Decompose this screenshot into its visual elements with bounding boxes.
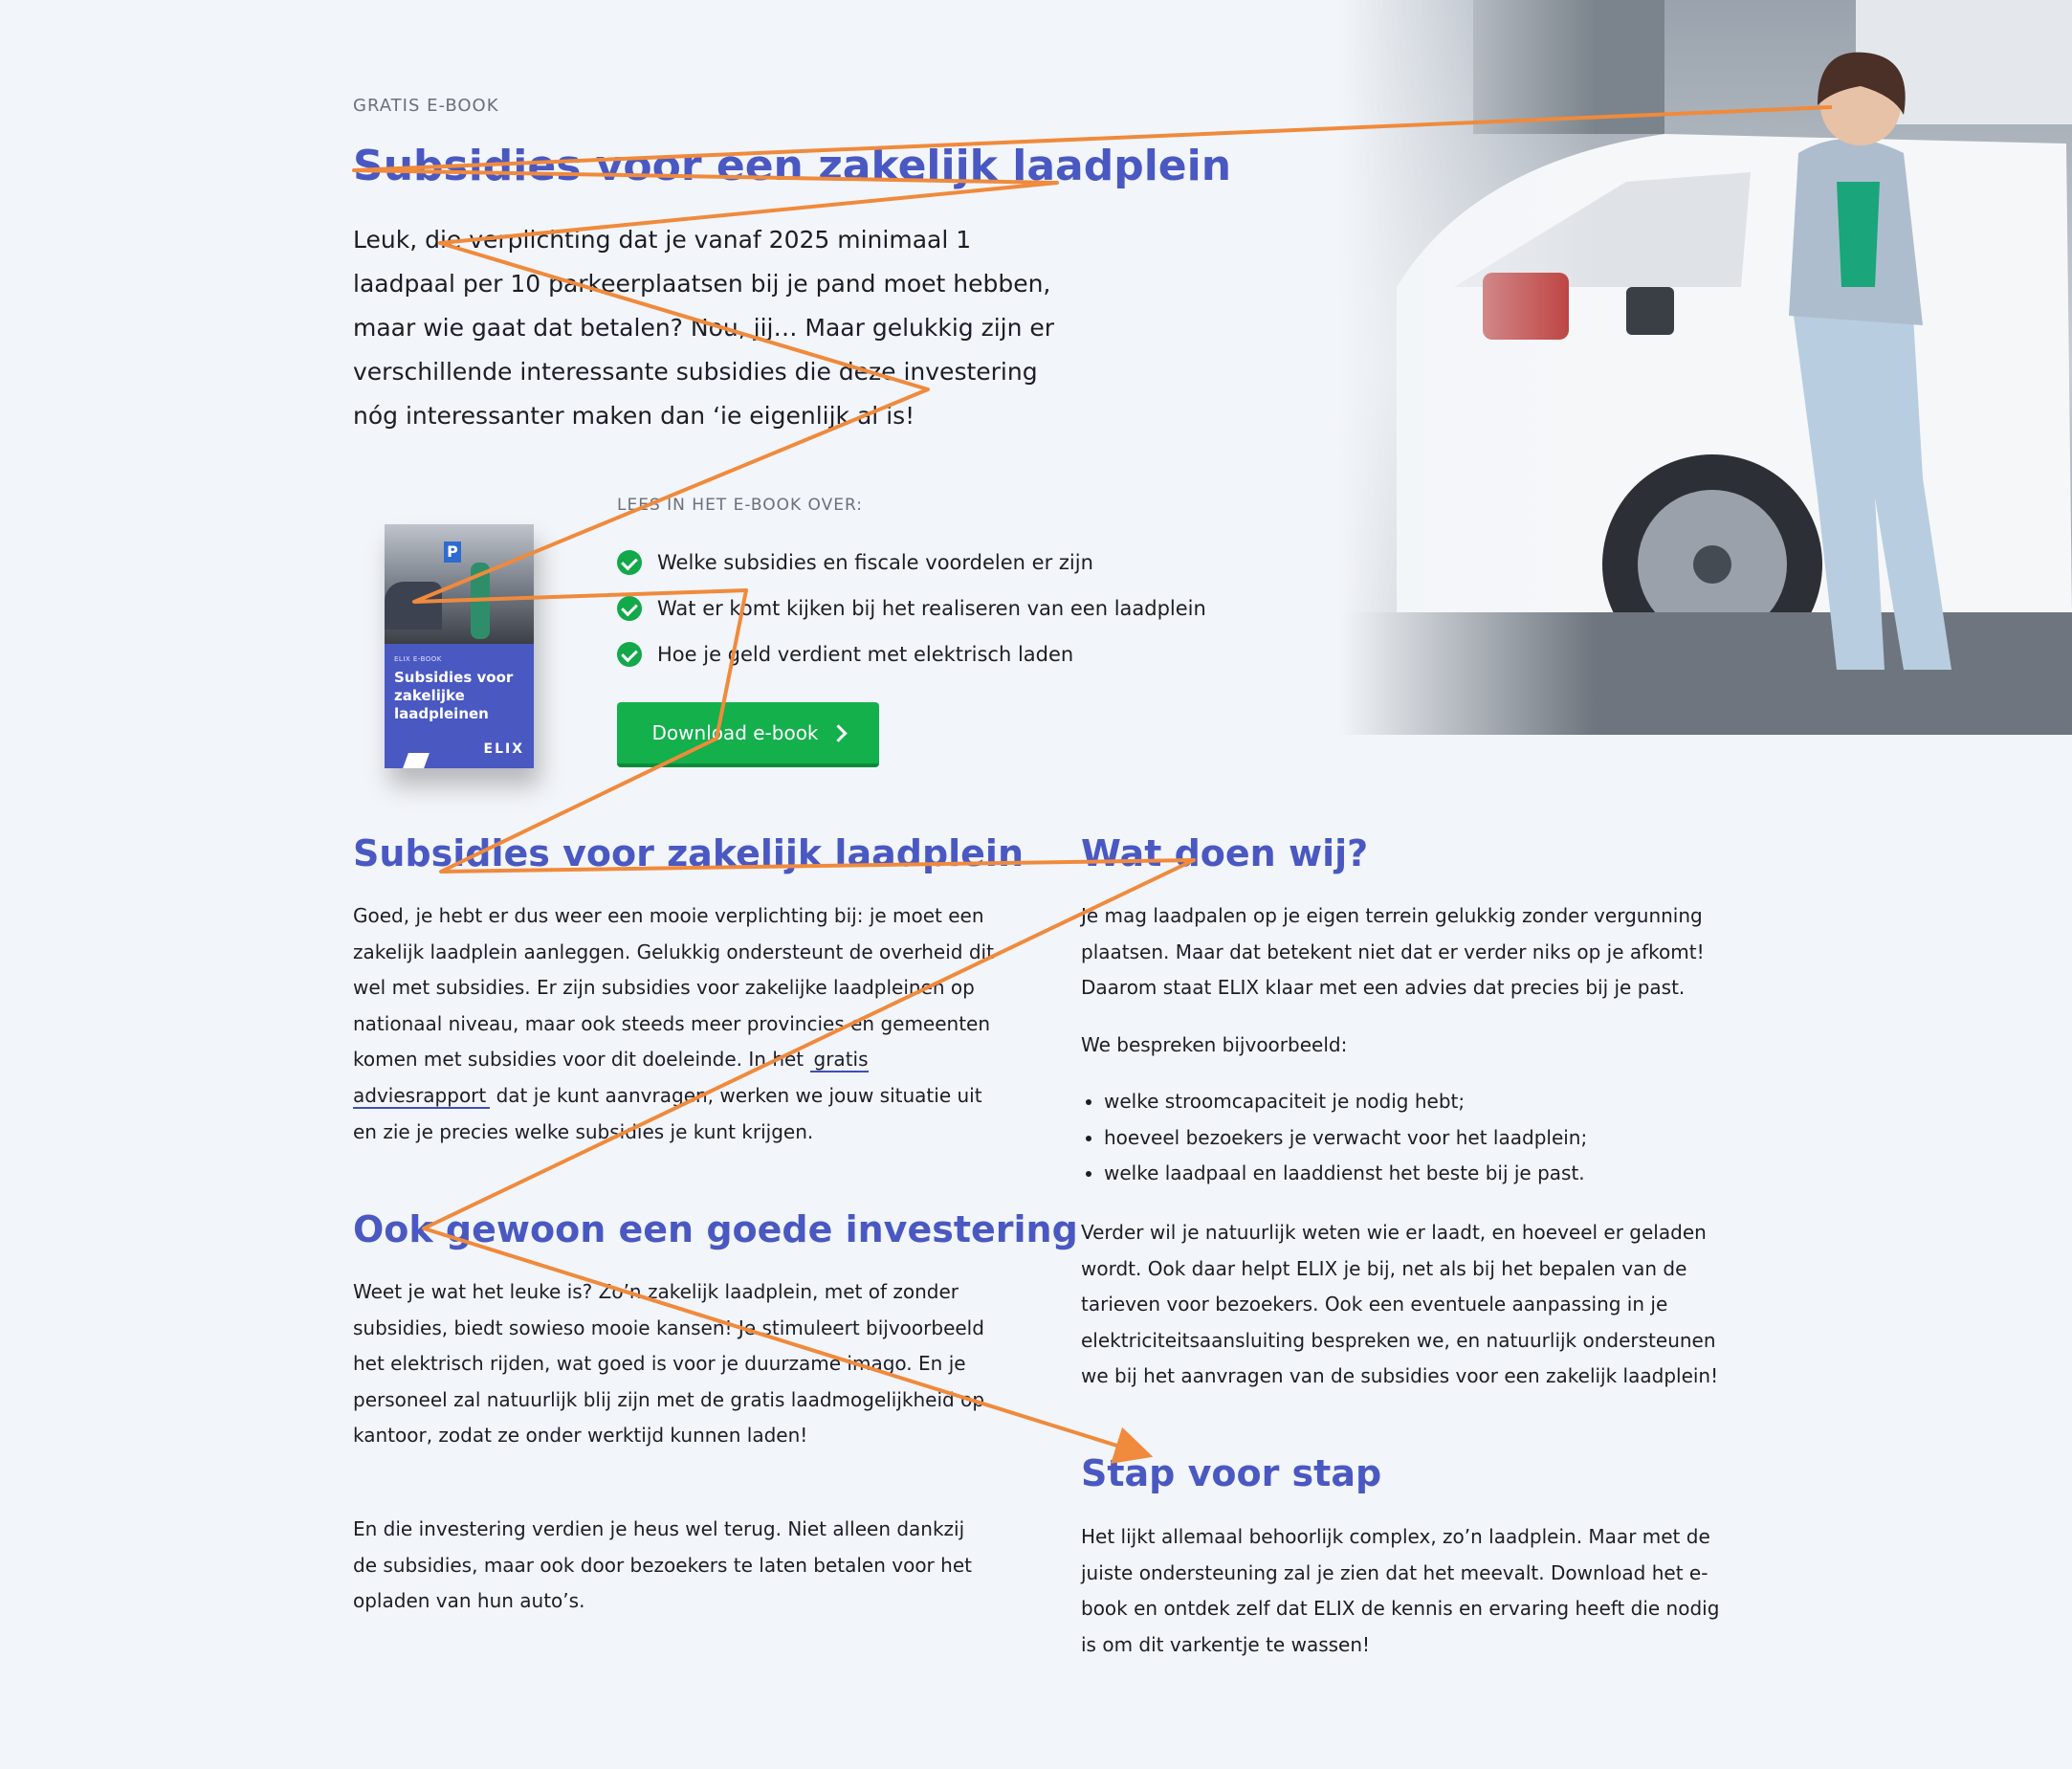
section-text-what-we-do-3: Verder wil je natuurlijk weten wie er laadt, en hoeveel er geladen wordt. Ook daar helpt ELIX je bij, net als bij het bepalen van de tarieven voor bezoekers. Ook een eventuele aanpassing in je elektriciteitsaansluiting bespreken we, en natuurlijk ondersteunen we bij het aanvragen van de subsidies voor een zakelijk laadplein! [1081,1221,1719,1388]
download-ebook-button-label: Download e-book [651,721,819,744]
list-item: • welke stroomcapaciteit je nodig hebt; [1104,1084,1587,1120]
advice-report-link[interactable]: gratis adviesrapport [353,1048,869,1107]
parking-sign-icon: P [444,542,461,563]
ebook-cover [385,524,534,768]
car-icon [385,582,442,630]
download-ebook-button[interactable] [617,702,879,767]
ebook-cover-brand: ELIX [483,741,524,757]
ebook-benefits-list [617,540,1206,677]
section-title-step-by-step: Stap voor stap [1081,1452,1382,1494]
section-text-investment-2: En die investering verdien je heus wel terug. Niet alleen dankzij de subsidies, maar ook door bezoekers te laten betalen voor het opladen van hun auto’s. [353,1517,972,1613]
ebook-cover-photo [385,524,534,644]
ebook-cover-label: ELIX E-BOOK [394,655,442,663]
section-title-investment: Ook gewoon een goede investering [353,1208,1078,1250]
list-item: • hoeveel bezoekers je verwacht voor het laadplein; [1104,1120,1587,1157]
list-item [617,540,1206,586]
section-text-step-by-step: Het lijkt allemaal behoorlijk complex, zo’n laadplein. Maar met de juiste ondersteuning zal je zien dat het meevalt. Download het e-book en ontdek zelf dat ELIX de kennis en ervaring heeft die nodig is om dit varkentje te wassen! [1081,1525,1720,1656]
person-icon [471,563,490,639]
section-text-what-we-do-1: Je mag laadpalen op je eigen terrein gelukkig zonder vergunning plaatsen. Maar dat betekent niet dat er verder niks op je afkomt! Daarom staat ELIX klaar met een advies dat precies bij je past. [1081,904,1705,1000]
list-item [617,586,1206,631]
section-text-investment-1: Weet je wat het leuke is? Zo’n zakelijk laadplein, met of zonder subsidies, biedt sowieso mooie kansen! Je stimuleert bijvoorbeeld het elektrisch rijden, wat goed is voor je duurzame imago. En je personeel zal natuurlijk blij zijn met de gratis laadmogelijkheid op kantoor, zodat ze onder werktijd kunnen laden! [353,1280,985,1448]
page-title: Subsidies voor een zakelijk laadplein [353,142,1232,190]
section-title-what-we-do: Wat doen wij? [1081,832,1369,874]
section-text-subsidies [353,898,994,1150]
text-segment: dat je kunt aanvragen, werken we jouw situatie uit en zie je precies welke subsidies je kunt krijgen. [353,1083,982,1143]
check-circle-icon [617,642,642,667]
text-segment: Goed, je hebt er dus weer een mooie verplichting bij: je moet een zakelijk laadplein aanleggen. Gelukkig ondersteunt de overheid dit wel met subsidies. Er zijn subsidies voor zakelijke laadpleinen op nationaal niveau, maar ook steeds meer provincies en gemeenten komen met subsidies voor dit doeleinde. In het [353,904,994,1072]
list-item-label: Wat er komt kijken bij het realiseren van een laadplein [657,597,1206,620]
section-text-what-we-do-2: We bespreken bijvoorbeeld: [1081,1033,1348,1056]
list-item-label: Welke subsidies en fiscale voordelen er zijn [657,551,1093,574]
list-item-label: Hoe je geld verdient met elektrisch laden [657,643,1074,666]
check-circle-icon [617,550,642,575]
topics-list [1081,1084,1587,1192]
ebook-list-heading: LEES IN HET E-BOOK OVER: [617,496,864,515]
eyebrow-label: GRATIS E-BOOK [353,96,499,116]
cover-corner-decoration [403,753,430,768]
chevron-right-icon [829,724,847,741]
check-circle-icon [617,596,642,621]
list-item: • welke laadpaal en laaddienst het beste bij je past. [1104,1156,1587,1192]
section-title-subsidies: Subsidies voor zakelijk laadplein [353,832,1025,874]
list-item [617,631,1206,677]
hero-photo [1339,0,2072,735]
hero-intro: Leuk, die verplichting dat je vanaf 2025 minimaal 1 laadpaal per 10 parkeerplaatsen bij je pand moet hebben, maar wie gaat dat betalen? Nou, jij… Maar gelukkig zijn er verschillende interessante subsidies die deze investering nóg interessanter maken dan ‘ie eigenlijk al is! [353,226,1055,430]
ebook-cover-title: Subsidies voor zakelijke laadpleinen [394,669,514,722]
